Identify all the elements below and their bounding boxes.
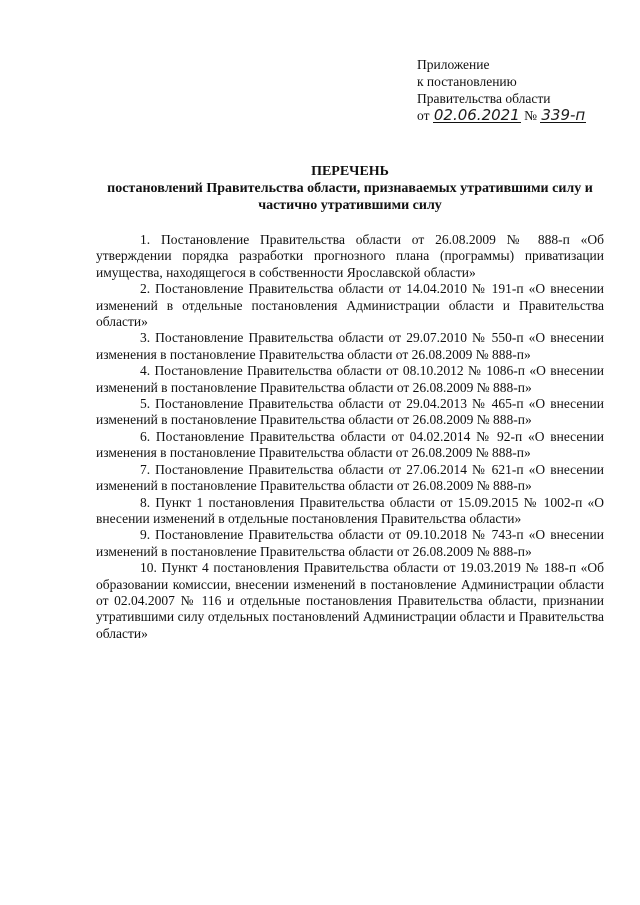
list-item: 1. Постановление Правительства области от 26.08.2009 № 888-п «Об утверждении порядка разработки прогнозного плана (программы) приватизации имущества, находящегося в собственности Ярославской области» [96, 232, 604, 280]
title-subheading: постановлений Правительства области, признаваемых утратившими силу и частично утратившими силу [107, 181, 593, 213]
list-item: 10. Пункт 4 постановления Правительства области от 19.03.2019 № 188-п «Об образовании комиссии, внесении изменений в постановление Администрации области от 02.04.2007 № 116 и отдельные постановления Правительства области, признании утратившими силу отдельных постановлений Администрации области и Правительства области» [96, 560, 604, 641]
appendix-date-line [417, 107, 627, 124]
list-item: 5. Постановление Правительства области от 29.04.2013 № 465-п «О внесении изменений в постановление Правительства области от 26.08.2009 № 888-п» [96, 396, 604, 428]
document-title [96, 163, 604, 214]
appendix-line-2: к постановлению [417, 74, 517, 89]
list-item: 7. Постановление Правительства области от 27.06.2014 № 621-п «О внесении изменений в постановление Правительства области от 26.08.2009 № 888-п» [96, 461, 604, 494]
list-item: 3. Постановление Правительства области от 29.07.2010 № 550-п «О внесении изменения в постановление Правительства области от 26.08.2009 № 888-п» [96, 330, 604, 362]
appendix-line-3: Правительства области [417, 91, 551, 106]
list-item: 4. Постановление Правительства области от 08.10.2012 № 1086-п «О внесении изменений в постановление Правительства области от 26.08.2009 № 888-п» [96, 363, 604, 395]
from-prefix: от [417, 108, 430, 123]
appendix-line-1: Приложение [417, 57, 490, 72]
number-prefix: № [524, 108, 538, 123]
title-heading: ПЕРЕЧЕНЬ [311, 164, 389, 179]
list-item: 9. Постановление Правительства области от 09.10.2018 № 743-п «О внесении изменений в постановление Правительства области от 26.08.2009 № 888-п» [96, 527, 604, 559]
list-item: 2. Постановление Правительства области от 14.04.2010 № 191-п «О внесении изменений в отдельные постановления Администрации области и Правительства области» [96, 281, 604, 330]
handwritten-number: 339-п [541, 106, 586, 124]
handwritten-date: 02.06.2021 [433, 106, 520, 124]
appendix-block [417, 56, 627, 124]
list-item: 8. Пункт 1 постановления Правительства области от 15.09.2015 № 1002-п «О внесении изменений в отдельные постановления Правительства области» [96, 494, 604, 526]
items-list [96, 232, 604, 642]
list-item: 6. Постановление Правительства области от 04.02.2014 № 92-п «О внесении изменения в постановление Правительства области от 26.08.2009 № 888-п» [96, 428, 604, 461]
